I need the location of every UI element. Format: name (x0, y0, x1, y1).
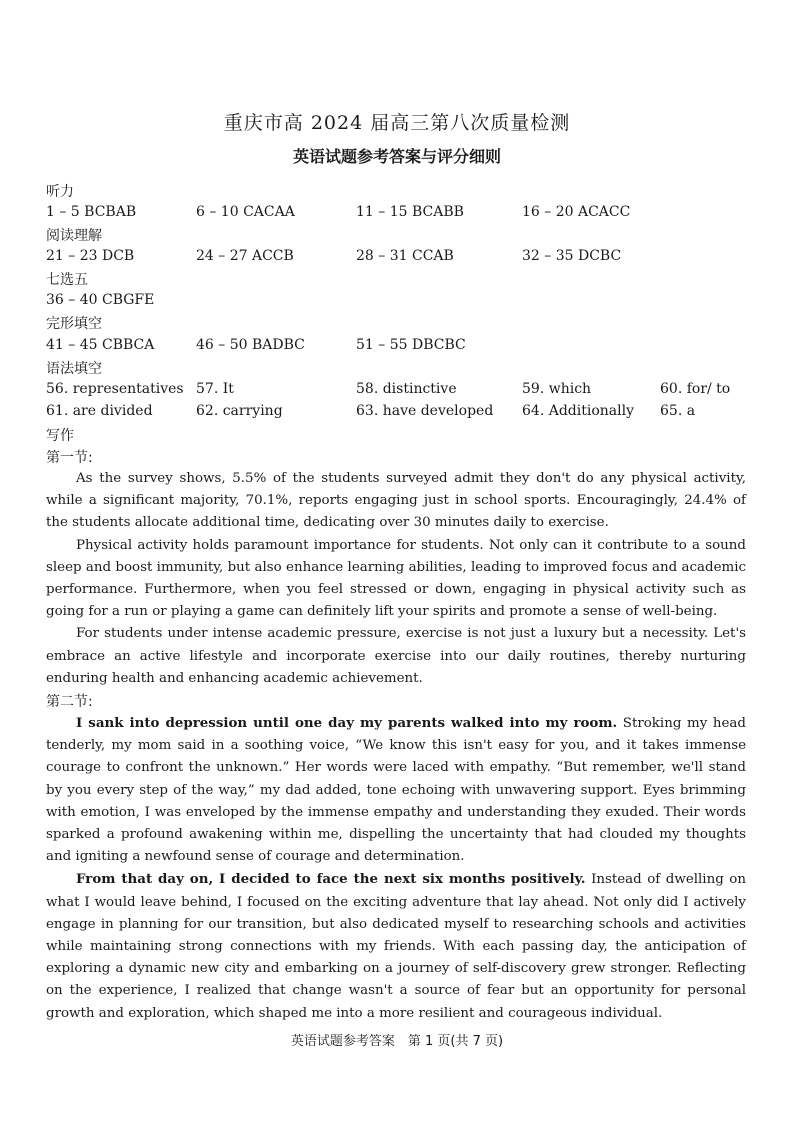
answer-item: 24 – 27 ACCB (196, 248, 294, 264)
answer-item: 36 – 40 CBGFE (46, 292, 155, 308)
paragraph-opening-sentence: From that day on, I decided to face the next six months positively. (76, 871, 586, 888)
answer-item: 46 – 50 BADBC (196, 337, 305, 353)
writing-part2-essay (46, 712, 746, 1025)
section-label-grammar: 语法填空 (46, 361, 102, 377)
answer-item: 41 – 45 CBBCA (46, 337, 155, 353)
section-label-listening: 听力 (46, 184, 74, 200)
answer-row-grammar-2 (46, 403, 766, 423)
answer-item: 64. Additionally (522, 403, 634, 419)
writing-part1-essay (46, 468, 746, 690)
answer-item: 51 – 55 DBCBC (356, 337, 466, 353)
answer-item: 56. representatives (46, 381, 184, 397)
answer-row-listening (46, 204, 766, 224)
answer-row-grammar-1 (46, 381, 766, 401)
answer-item: 58. distinctive (356, 381, 457, 397)
section-label-reading: 阅读理解 (46, 228, 102, 244)
writing-part2-label: 第二节: (46, 694, 93, 710)
answer-item: 63. have developed (356, 403, 494, 419)
section-label-cloze: 完形填空 (46, 316, 102, 332)
essay-paragraph (46, 868, 746, 1024)
page-title: 重庆市高 2024 届高三第八次质量检测 (223, 112, 571, 134)
answer-item: 21 – 23 DCB (46, 248, 135, 264)
essay-paragraph (46, 712, 746, 868)
section-label-writing: 写作 (46, 428, 74, 444)
answer-row-reading (46, 248, 766, 268)
page-footer: 英语试题参考答案 第 1 页(共 7 页) (290, 1034, 504, 1049)
section-label-seven: 七选五 (46, 272, 88, 288)
answer-item: 32 – 35 DCBC (522, 248, 622, 264)
essay-paragraph: As the survey shows, 5.5% of the students surveyed admit they don't do any physical activity, while a significant majority, 70.1%, reports engaging just in school sports. Encouragingly, 24.4% of the students allocate additional time, dedicating over 30 minutes daily to exercise. (46, 471, 746, 531)
writing-part1-label: 第一节: (46, 450, 93, 466)
paragraph-body: Instead of dwelling on what I would leave behind, I focused on the exciting adventure that lay ahead. Not only did I actively engage in planning for our transition, but also dedicated myself to researching schools and activities while maintaining strong connections with my friends. With each passing day, the anticipation of exploring a dynamic new city and embarking on a journey of self-discovery grew stronger. Reflecting on the experience, I realized that change wasn't a source of fear but an opportunity for personal growth and exploration, which shaped me into a more resilient and courageous individual. (46, 872, 746, 1021)
answer-item: 1 – 5 BCBAB (46, 204, 137, 220)
essay-paragraph: Physical activity holds paramount importance for students. Not only can it contribute to a sound sleep and boost immunity, but also enhance learning abilities, leading to improved focus and academic performance. Furthermore, when you feel stressed or down, engaging in physical activity such as going for a run or playing a game can definitely lift your spirits and promote a sense of well-being. (46, 537, 746, 620)
answer-item: 6 – 10 CACAA (196, 204, 295, 220)
answer-row-cloze (46, 337, 766, 357)
answer-item: 65. a (660, 403, 696, 419)
page-subtitle: 英语试题参考答案与评分细则 (292, 147, 501, 166)
paragraph-opening-sentence: I sank into depression until one day my parents walked into my room. (76, 715, 618, 731)
answer-item: 57. It (196, 381, 234, 397)
answer-item: 16 – 20 ACACC (522, 204, 631, 220)
answer-item: 59. which (522, 381, 592, 397)
answer-row-seven (46, 292, 766, 312)
answer-item: 11 – 15 BCABB (356, 204, 464, 220)
answer-item: 28 – 31 CCAB (356, 248, 454, 264)
paragraph-body: Stroking my head tenderly, my mom said in a soothing voice, “We know this isn't easy for you, and it takes immense courage to confront the unknown.” Her words were laced with empathy. “But remember, we'll stand by you every step of the way,” my dad added, tone echoing with unwavering support. Eyes brimming with emotion, I was enveloped by the immense empathy and understanding they exuded. Their words sparked a profound awakening within me, dispelling the uncertainty that had clouded my thoughts and igniting a newfound sense of courage and determination. (46, 716, 746, 865)
answer-item: 61. are divided (46, 403, 153, 419)
answer-item: 60. for/ to (660, 381, 731, 397)
essay-paragraph: For students under intense academic pressure, exercise is not just a luxury but a necessity. Let's embrace an active lifestyle and incorporate exercise into our daily routines, thereby nurturing enduring health and enhancing academic achievement. (46, 626, 746, 686)
answer-item: 62. carrying (196, 403, 283, 419)
